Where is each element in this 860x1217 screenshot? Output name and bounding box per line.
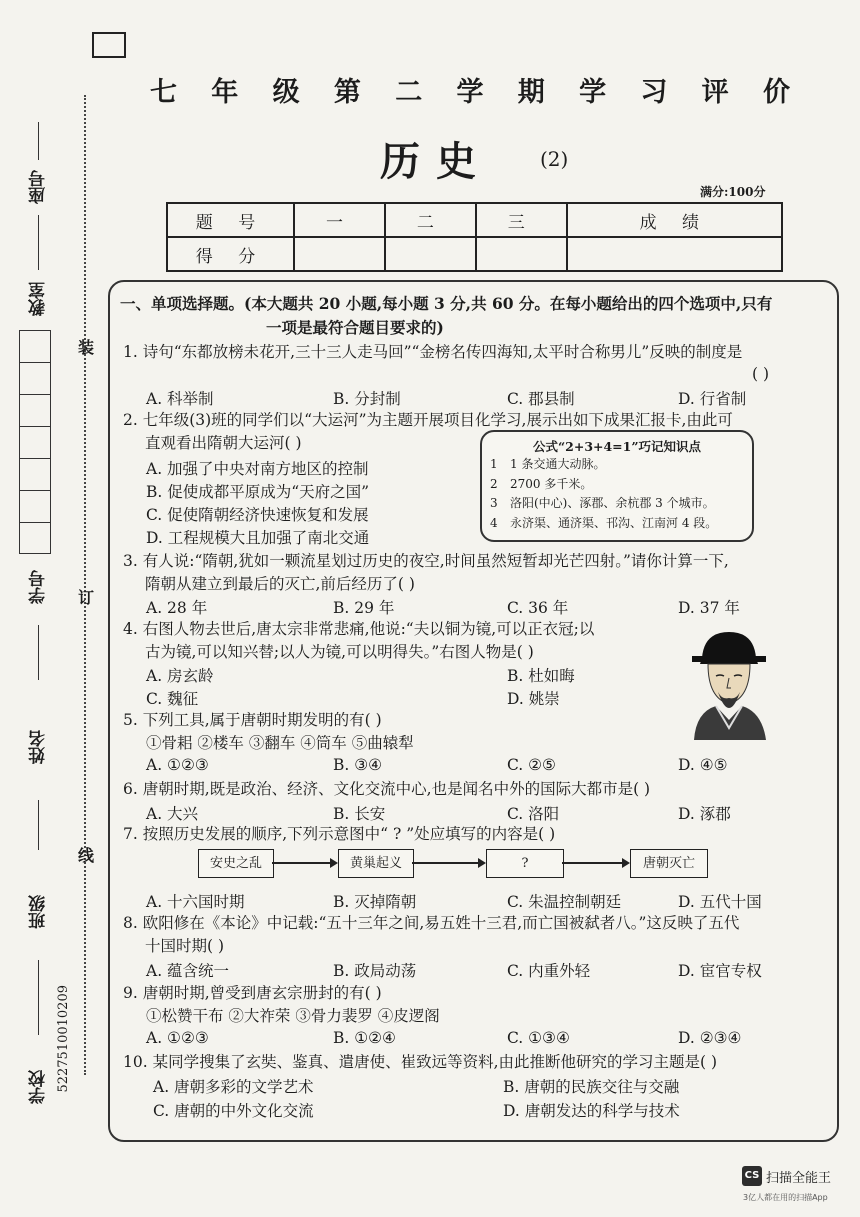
section-heading-2: 一项是最符合题目要求的) <box>266 318 444 337</box>
q4-stem-1: 4. 右图人物去世后,唐太宗非常悲痛,他说:“夫以铜为镜,可以正衣冠;以 <box>123 620 595 638</box>
score-cell-2[interactable] <box>385 237 476 271</box>
q9-option-d[interactable]: D. ②③④ <box>678 1029 742 1047</box>
corner-box <box>92 32 126 58</box>
exam-title: 七 年 级 第 二 学 期 学 习 评 价 <box>150 77 790 108</box>
number-grid <box>19 330 53 554</box>
flow-step-2: 黄巢起义 <box>338 849 414 878</box>
q10-stem: 10. 某同学搜集了玄奘、鉴真、遣唐使、崔致远等资料,由此推断他研究的学习主题是( ) <box>123 1053 718 1071</box>
q4-stem-2: 古为镜,可以知兴替;以人为镜,可以明得失。”右图人物是( ) <box>145 643 534 661</box>
q3-stem-1: 3. 有人说:“隋朝,犹如一颗流星划过历史的夜空,时间虽然短暂却光芒四射。”请你计算一下, <box>123 552 729 570</box>
q10-option-c[interactable]: C. 唐朝的中外文化交流 <box>153 1102 314 1120</box>
q1-stem: 1. 诗句“东都放榜未花开,三十三人走马回”“金榜名传四海知,太平时合称男儿”反映的制度是 <box>123 343 743 361</box>
q3-option-d[interactable]: D. 37 年 <box>678 599 740 617</box>
q1-blank: ( ) <box>752 365 770 383</box>
q10-option-a[interactable]: A. 唐朝多彩的文学艺术 <box>153 1078 314 1096</box>
q2-stem-1: 2. 七年级(3)班的同学们以“大运河”为主题开展项目化学习,展示出如下成果汇报卡,由此可 <box>123 411 733 429</box>
score-cell-1[interactable] <box>294 237 385 271</box>
q1-option-c[interactable]: C. 郡县制 <box>507 390 575 408</box>
score-table <box>166 202 783 272</box>
q10-option-d[interactable]: D. 唐朝发达的科学与技术 <box>503 1102 680 1120</box>
q6-option-c[interactable]: C. 洛阳 <box>507 805 560 823</box>
q1-option-d[interactable]: D. 行省制 <box>678 390 747 408</box>
q2-option-a[interactable]: A. 加强了中央对南方地区的控制 <box>146 460 369 478</box>
class-line <box>38 800 39 850</box>
classroom-line <box>38 215 39 270</box>
q6-option-d[interactable]: D. 涿郡 <box>678 805 731 823</box>
q3-option-c[interactable]: C. 36 年 <box>507 599 569 617</box>
q6-option-b[interactable]: B. 长安 <box>333 805 386 823</box>
q5-option-a[interactable]: A. ①②③ <box>146 756 209 774</box>
card-row: 2 2700 多千米。 <box>490 476 593 491</box>
q4-option-a[interactable]: A. 房玄龄 <box>146 667 214 685</box>
subject-title: 历史 <box>380 138 492 185</box>
q8-option-b[interactable]: B. 政局动荡 <box>333 962 417 980</box>
q2-option-b[interactable]: B. 促使成都平原成为“天府之国” <box>146 483 370 501</box>
q4-option-c[interactable]: C. 魏征 <box>146 690 199 708</box>
q7-option-b[interactable]: B. 灭掉隋朝 <box>333 893 417 911</box>
q8-option-c[interactable]: C. 内重外轻 <box>507 962 591 980</box>
flow-arrow-3 <box>562 862 628 864</box>
seat-label: 座号 <box>29 170 49 204</box>
flow-step-4: 唐朝灭亡 <box>630 849 708 878</box>
q3-option-a[interactable]: A. 28 年 <box>146 599 208 617</box>
q9-option-c[interactable]: C. ①③④ <box>507 1029 570 1047</box>
q7-option-c[interactable]: C. 朱温控制朝廷 <box>507 893 622 911</box>
wei-zheng-portrait <box>686 628 772 740</box>
flow-step-1: 安史之乱 <box>198 849 274 878</box>
name-label: 姓名 <box>29 730 49 764</box>
q7-stem: 7. 按照历史发展的顺序,下列示意图中“ ? ”处应填写的内容是( ) <box>123 825 556 843</box>
section-heading-1: 一、单项选择题。(本大题共 20 小题,每小题 3 分,共 60 分。在每小题给出的四个选项中,只有 <box>120 294 773 313</box>
flow-step-3: ? <box>486 849 564 878</box>
q4-option-b[interactable]: B. 杜如晦 <box>507 667 575 685</box>
full-mark: 满分:100分 <box>700 185 766 199</box>
code-text: 5227510010209 <box>56 985 71 1093</box>
q1-option-a[interactable]: A. 科举制 <box>146 390 214 408</box>
school-line <box>38 960 39 1035</box>
bind-char-zhuang: 装 <box>78 338 95 357</box>
camscanner-name: 扫描全能王 <box>766 1171 832 1186</box>
name-line <box>38 625 39 680</box>
q9-items: ①松赞干布 ②大祚荣 ③骨力裴罗 ④皮逻阁 <box>146 1007 440 1025</box>
q5-option-b[interactable]: B. ③④ <box>333 756 383 774</box>
camscanner-slogan: 3亿人都在用的扫描App <box>743 1193 828 1202</box>
q9-option-a[interactable]: A. ①②③ <box>146 1029 209 1047</box>
class-label: 班级 <box>29 895 49 929</box>
q8-stem-2: 十国时期( ) <box>145 937 225 955</box>
card-title: 公式“2+3+4=1”巧记知识点 <box>532 439 702 454</box>
q5-option-c[interactable]: C. ②⑤ <box>507 756 556 774</box>
q6-stem: 6. 唐朝时期,既是政治、经济、文化交流中心,也是闻名中外的国际大都市是( ) <box>123 780 651 798</box>
q8-option-d[interactable]: D. 宦官专权 <box>678 962 762 980</box>
school-label: 学校 <box>29 1070 49 1104</box>
card-row: 4 永济渠、通济渠、邗沟、江南河 4 段。 <box>490 515 718 530</box>
bind-char-xian: 线 <box>78 846 95 865</box>
q7-option-d[interactable]: D. 五代十国 <box>678 893 762 911</box>
camscanner-logo: CS <box>742 1166 762 1186</box>
card-row: 3 洛阳(中心)、涿郡、余杭郡 3 个城市。 <box>490 496 715 510</box>
q5-option-d[interactable]: D. ④⑤ <box>678 756 728 774</box>
knowledge-card <box>480 430 754 542</box>
q8-stem-1: 8. 欧阳修在《本论》中记载:“五十三年之间,易五姓十三君,而亡国被弑者八。”这反映了五代 <box>123 914 740 932</box>
seat-line <box>38 122 39 160</box>
flow-arrow-2 <box>412 862 484 864</box>
q2-option-d[interactable]: D. 工程规模大且加强了南北交通 <box>146 529 370 547</box>
classroom-label: 教室 <box>29 282 49 316</box>
card-row: 1 1 条交通大动脉。 <box>490 457 606 471</box>
q5-stem: 5. 下列工具,属于唐朝时期发明的有( ) <box>123 711 382 729</box>
q1-option-b[interactable]: B. 分封制 <box>333 390 401 408</box>
q3-stem-2: 隋朝从建立到最后的灭亡,前后经历了( ) <box>145 575 415 593</box>
score-table-row: 得 分 <box>167 237 782 271</box>
q9-stem: 9. 唐朝时期,曾受到唐玄宗册封的有( ) <box>123 984 382 1002</box>
q3-option-b[interactable]: B. 29 年 <box>333 599 395 617</box>
student-no-label: 学号 <box>29 570 49 604</box>
score-cell-total[interactable] <box>567 237 782 271</box>
q10-option-b[interactable]: B. 唐朝的民族交往与交融 <box>503 1078 680 1096</box>
q6-option-a[interactable]: A. 大兴 <box>146 805 199 823</box>
flow-arrow-1 <box>272 862 336 864</box>
q5-items: ①骨耜 ②楼车 ③翻车 ④筒车 ⑤曲辕犁 <box>146 734 414 752</box>
q9-option-b[interactable]: B. ①②④ <box>333 1029 396 1047</box>
paper-number: (2) <box>540 147 569 171</box>
score-cell-3[interactable] <box>476 237 567 271</box>
q7-option-a[interactable]: A. 十六国时期 <box>146 893 245 911</box>
q2-stem-2: 直观看出隋朝大运河( ) <box>145 434 302 452</box>
q8-option-a[interactable]: A. 蕴含统一 <box>146 962 230 980</box>
score-table-header: 题 号 一 二 三 成 绩 <box>167 203 782 237</box>
q2-option-c[interactable]: C. 促使隋朝经济快速恢复和发展 <box>146 506 369 524</box>
bind-char-ding: 订 <box>78 588 95 607</box>
q4-option-d[interactable]: D. 姚崇 <box>507 690 560 708</box>
